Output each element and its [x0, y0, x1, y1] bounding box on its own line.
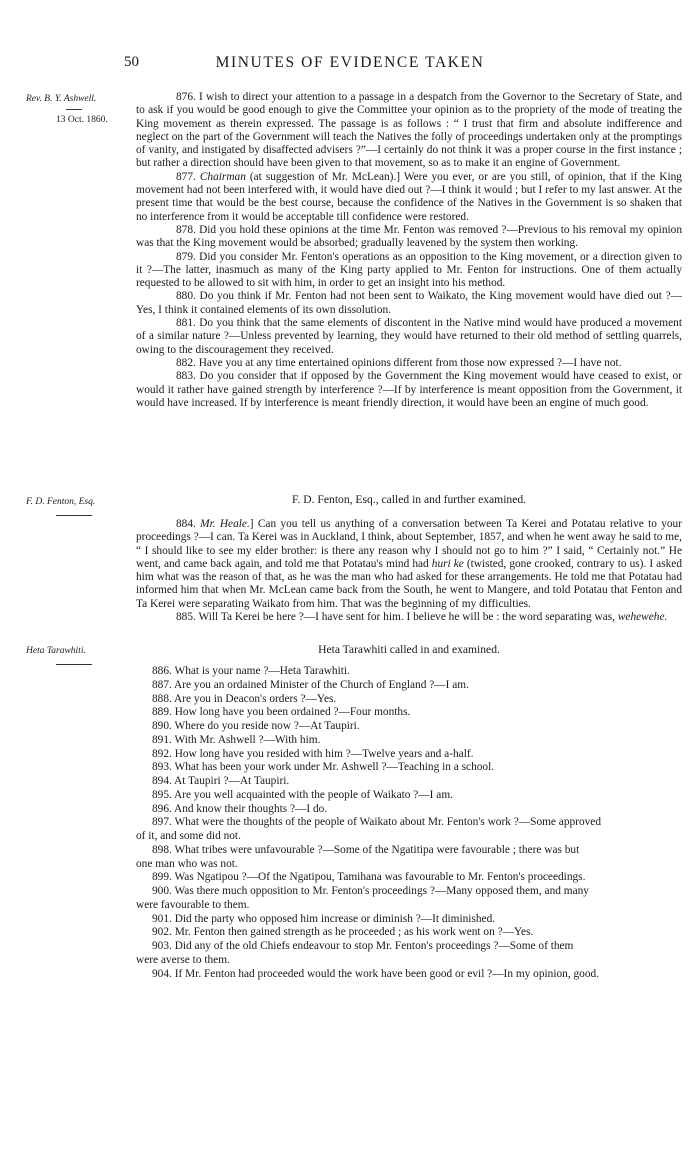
question-883: 883. Do you consider that if opposed by the Government the King movement would have ceased to exist, or would it rather have gained strength by interference ?—If by interference is meant opposition from the Government, it would have increased. If by interference is meant friendly direction, it would have been an engine of much good. — [136, 370, 682, 409]
page-number: 50 — [124, 54, 139, 70]
question-878: 878. Did you hold these opinions at the time Mr. Fenton was removed ?—Previous to his removal my opinion was that the King movement would be absorbed; gradually leavened by the system then working. — [136, 223, 682, 250]
question-895: 895. Are you well acquainted with the people of Waikato ?—I am. — [152, 788, 453, 801]
margin-rule — [56, 515, 92, 516]
question-880: 880. Do you think if Mr. Fenton had not been sent to Waikato, the King movement would have died out ?—Yes, I think it contained elements of its own dissolution. — [136, 290, 682, 316]
question-893: 893. What has been your work under Mr. Ashwell ?—Teaching in a school. — [152, 761, 495, 774]
question-898-continued: one man who was not. — [136, 857, 238, 870]
question-885: 885. Will Ta Kerei be here ?—I have sent for him. I believe he will be : the word separating was, wehewehe. — [176, 611, 668, 624]
question-897: 897. What were the thoughts of the people of Waikato about Mr. Fenton's work ?—Some approved — [152, 816, 602, 829]
ashwell-evidence — [136, 91, 682, 410]
question-888: 888. Are you in Deacon's orders ?—Yes. — [152, 692, 337, 705]
margin-rule — [56, 664, 92, 665]
question-886: 886. What is your name ?—Heta Tarawhiti. — [152, 665, 350, 677]
question-896: 896. And know their thoughts ?—I do. — [152, 802, 328, 815]
question-892: 892. How long have you resided with him ?—Twelve years and a-half. — [152, 747, 474, 760]
section-heading-heta: Heta Tarawhiti called in and examined. — [318, 643, 500, 656]
witness-name: Heta Tarawhiti. — [26, 646, 86, 656]
examination-date: 13 Oct. 1860. — [56, 115, 108, 125]
question-884: 884. Mr. Heale.] Can you tell us anything of a conversation between Ta Kerei and Potatau relative to your proceedings ?—I can. Ta Kerei was in Auckland, I think, about September, 1857, and when he went away he said to me, “ I should like to see my elder brother: is there any reason why I should not go to him ?” I said, “ Certainly not.” He went, and came back again, and told me that Potatau's mind had huri ke (twisted, gone crooked, contrary to us). I asked him what was the reason of that, as he was the man who had asked for these arrangements. He told me that Potatau had informed him that when Mr. McLean came back from the South, he went to Mangere, and told Potatau that Fenton and Ta Kerei were separating Waikato from him. That was the beginning of my difficulties. — [136, 518, 683, 610]
question-898: 898. What tribes were unfavourable ?—Some of the Ngatitipa were favourable ; there was but — [152, 843, 580, 856]
question-879: 879. Did you consider Mr. Fenton's operations as an opposition to the King movement, or a direction given to it ?—The latter, inasmuch as many of the King party applied to Mr. Fenton for instructions. One of them actually requested to be allowed to sit with him, in order to get an insight into his method. — [136, 250, 682, 290]
question-887: 887. Are you an ordained Minister of the Church of England ?—I am. — [152, 678, 469, 691]
question-899: 899. Was Ngatipou ?—Of the Ngatipou, Tamihana was favourable to Mr. Fenton's proceedings. — [152, 871, 586, 884]
margin-note-ashwell — [26, 92, 130, 127]
question-894: 894. At Taupiri ?—At Taupiri. — [152, 775, 290, 787]
page-header — [0, 54, 700, 78]
margin-note-fenton — [26, 495, 130, 516]
question-904: 904. If Mr. Fenton had proceeded would the work have been good or evil ?—In my opinion, good. — [152, 967, 600, 980]
margin-rule — [66, 109, 82, 110]
question-900-continued: were favourable to them. — [136, 898, 250, 911]
running-title: MINUTES OF EVIDENCE TAKEN — [215, 54, 485, 71]
margin-note-heta — [26, 644, 130, 665]
question-900: 900. Was there much opposition to Mr. Fenton's proceedings ?—Many opposed them, and many — [152, 885, 589, 897]
fenton-evidence — [136, 518, 682, 624]
question-876: 876. I wish to direct your attention to a passage in a despatch from the Governor to the Secretary of State, and to ask if you would be good enough to give the Committee your opinion as to the propriety of the mode of treating the King movement as therein expressed. The passage is as follows : “ I trust that firm and absolute indifference and neglect on the part of the Government will teach the Natives the folly of proceedings undertaken only at the promptings of vanity, and instigated by disaffected advisers ?”—I certainly do not think it was a proper course in the first instance ; but rather a direction should have been given to that movement, so as to make it an engine of Government. — [136, 91, 682, 170]
question-901: 901. Did the party who opposed him increase or diminish ?—It diminished. — [152, 912, 496, 925]
witness-name: Rev. B. Y. Ashwell. — [26, 94, 97, 104]
section-heading-fenton: F. D. Fenton, Esq., called in and further examined. — [291, 493, 527, 506]
question-897-continued: of it, and some did not. — [136, 830, 241, 842]
question-889: 889. How long have you been ordained ?—Four months. — [152, 706, 411, 719]
question-903: 903. Did any of the old Chiefs endeavour to stop Mr. Fenton's proceedings ?—Some of them — [152, 940, 574, 952]
heta-evidence — [136, 665, 682, 981]
question-903-continued: were averse to them. — [136, 953, 230, 966]
question-902: 902. Mr. Fenton then gained strength as he proceeded ; as his work went on ?—Yes. — [152, 926, 534, 939]
witness-name: F. D. Fenton, Esq. — [26, 497, 96, 507]
question-891: 891. With Mr. Ashwell ?—With him. — [152, 733, 321, 746]
question-877: 877. Chairman (at suggestion of Mr. McLean).] Were you ever, or are you still, of opinion, that if the King movement had not been interfered with, it would have died out ?—I think it would ; but I refer to my last answer. At the present time that would be the best course, because the confidence of the Natives in the Government is so shaken that no interference from it would be acceptable till confidence were restored. — [136, 170, 682, 223]
question-881: 881. Do you think that the same elements of discontent in the Native mind would have produced a movement of a similar nature ?—Unless prevented by learning, they would have returned to their old method of settling quarrels, owing to the discouragement they received. — [136, 317, 682, 356]
question-890: 890. Where do you reside now ?—At Taupiri. — [152, 720, 360, 732]
question-882: 882. Have you at any time entertained opinions different from those now expressed ?—I have not. — [176, 356, 622, 369]
